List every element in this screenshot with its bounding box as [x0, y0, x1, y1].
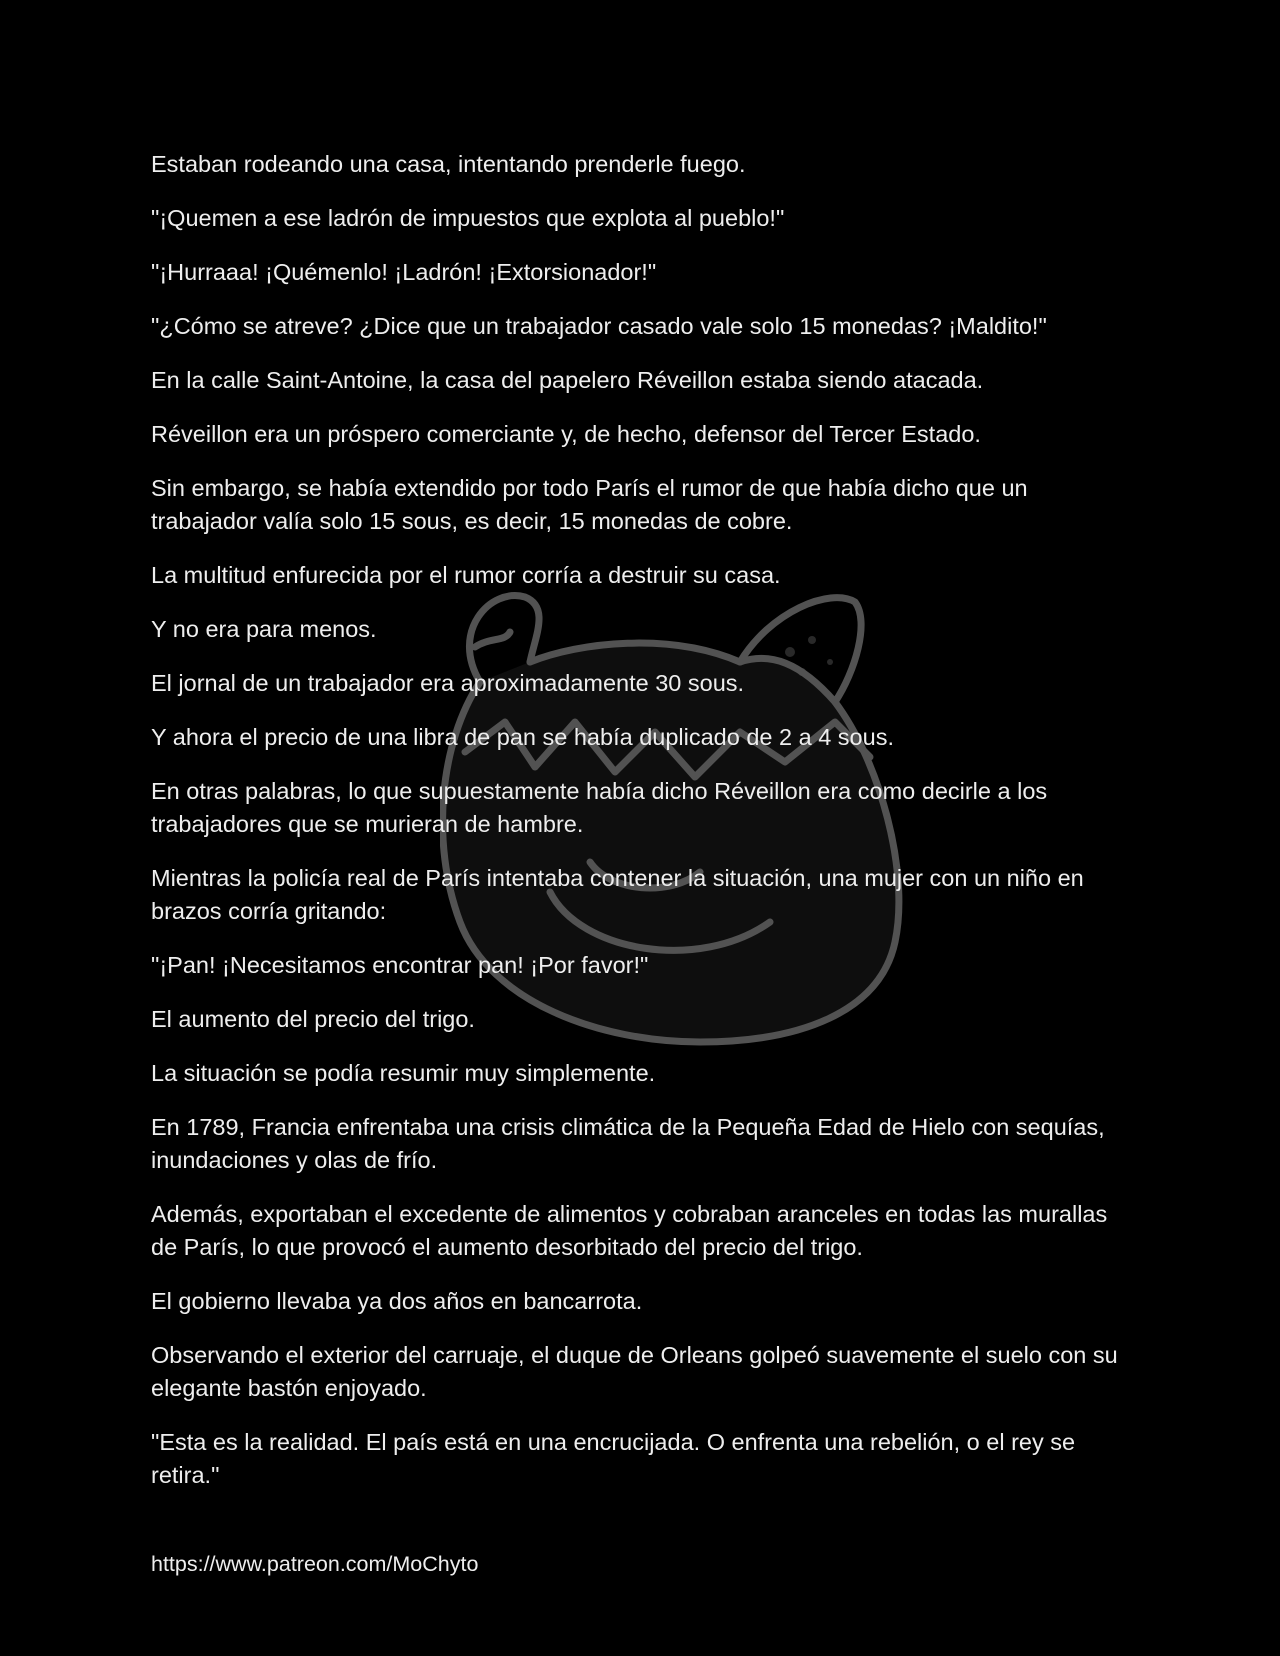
paragraph: Observando el exterior del carruaje, el duque de Orleans golpeó suavemente el suelo con su elegante bastón enjoyado.	[151, 1342, 1118, 1401]
paragraph: Réveillon era un próspero comerciante y, de hecho, defensor del Tercer Estado.	[151, 421, 981, 447]
paragraph: La situación se podía resumir muy simplemente.	[151, 1060, 656, 1086]
paragraph: En 1789, Francia enfrentaba una crisis climática de la Pequeña Edad de Hielo con sequías, inundaciones y olas de frío.	[151, 1114, 1105, 1173]
paragraph: Y ahora el precio de una libra de pan se había duplicado de 2 a 4 sous.	[151, 724, 894, 750]
paragraph: Estaban rodeando una casa, intentando prenderle fuego.	[151, 151, 746, 177]
paragraph: El gobierno llevaba ya dos años en bancarrota.	[151, 1288, 643, 1314]
paragraph: El aumento del precio del trigo.	[151, 1006, 475, 1032]
paragraph: El jornal de un trabajador era aproximadamente 30 sous.	[151, 670, 745, 696]
paragraph: "¿Cómo se atreve? ¿Dice que un trabajador casado vale solo 15 monedas? ¡Maldito!"	[151, 313, 1047, 339]
paragraph: Y no era para menos.	[151, 616, 377, 642]
paragraph: "¡Pan! ¡Necesitamos encontrar pan! ¡Por favor!"	[151, 952, 649, 978]
paragraph: "¡Hurraaa! ¡Quémenlo! ¡Ladrón! ¡Extorsionador!"	[151, 259, 657, 285]
patreon-link[interactable]: https://www.patreon.com/MoChyto	[151, 1552, 479, 1576]
body-text	[151, 148, 1131, 1513]
paragraph: En otras palabras, lo que supuestamente había dicho Réveillon era como decirle a los trabajadores que se murieran de hambre.	[151, 778, 1048, 837]
paragraph: Además, exportaban el excedente de alimentos y cobraban aranceles en todas las murallas de París, lo que provocó el aumento desorbitado del precio del trigo.	[151, 1201, 1108, 1260]
paragraph: "¡Quemen a ese ladrón de impuestos que explota al pueblo!"	[151, 205, 785, 231]
paragraph: Mientras la policía real de París intentaba contener la situación, una mujer con un niño en brazos corría gritando:	[151, 865, 1084, 924]
paragraph: "Esta es la realidad. El país está en una encrucijada. O enfrenta una rebelión, o el rey se retira."	[151, 1429, 1076, 1488]
paragraph: En la calle Saint-Antoine, la casa del papelero Réveillon estaba siendo atacada.	[151, 367, 984, 393]
paragraph: Sin embargo, se había extendido por todo París el rumor de que había dicho que un trabajador valía solo 15 sous, es decir, 15 monedas de cobre.	[151, 475, 1028, 534]
paragraph: La multitud enfurecida por el rumor corría a destruir su casa.	[151, 562, 781, 588]
